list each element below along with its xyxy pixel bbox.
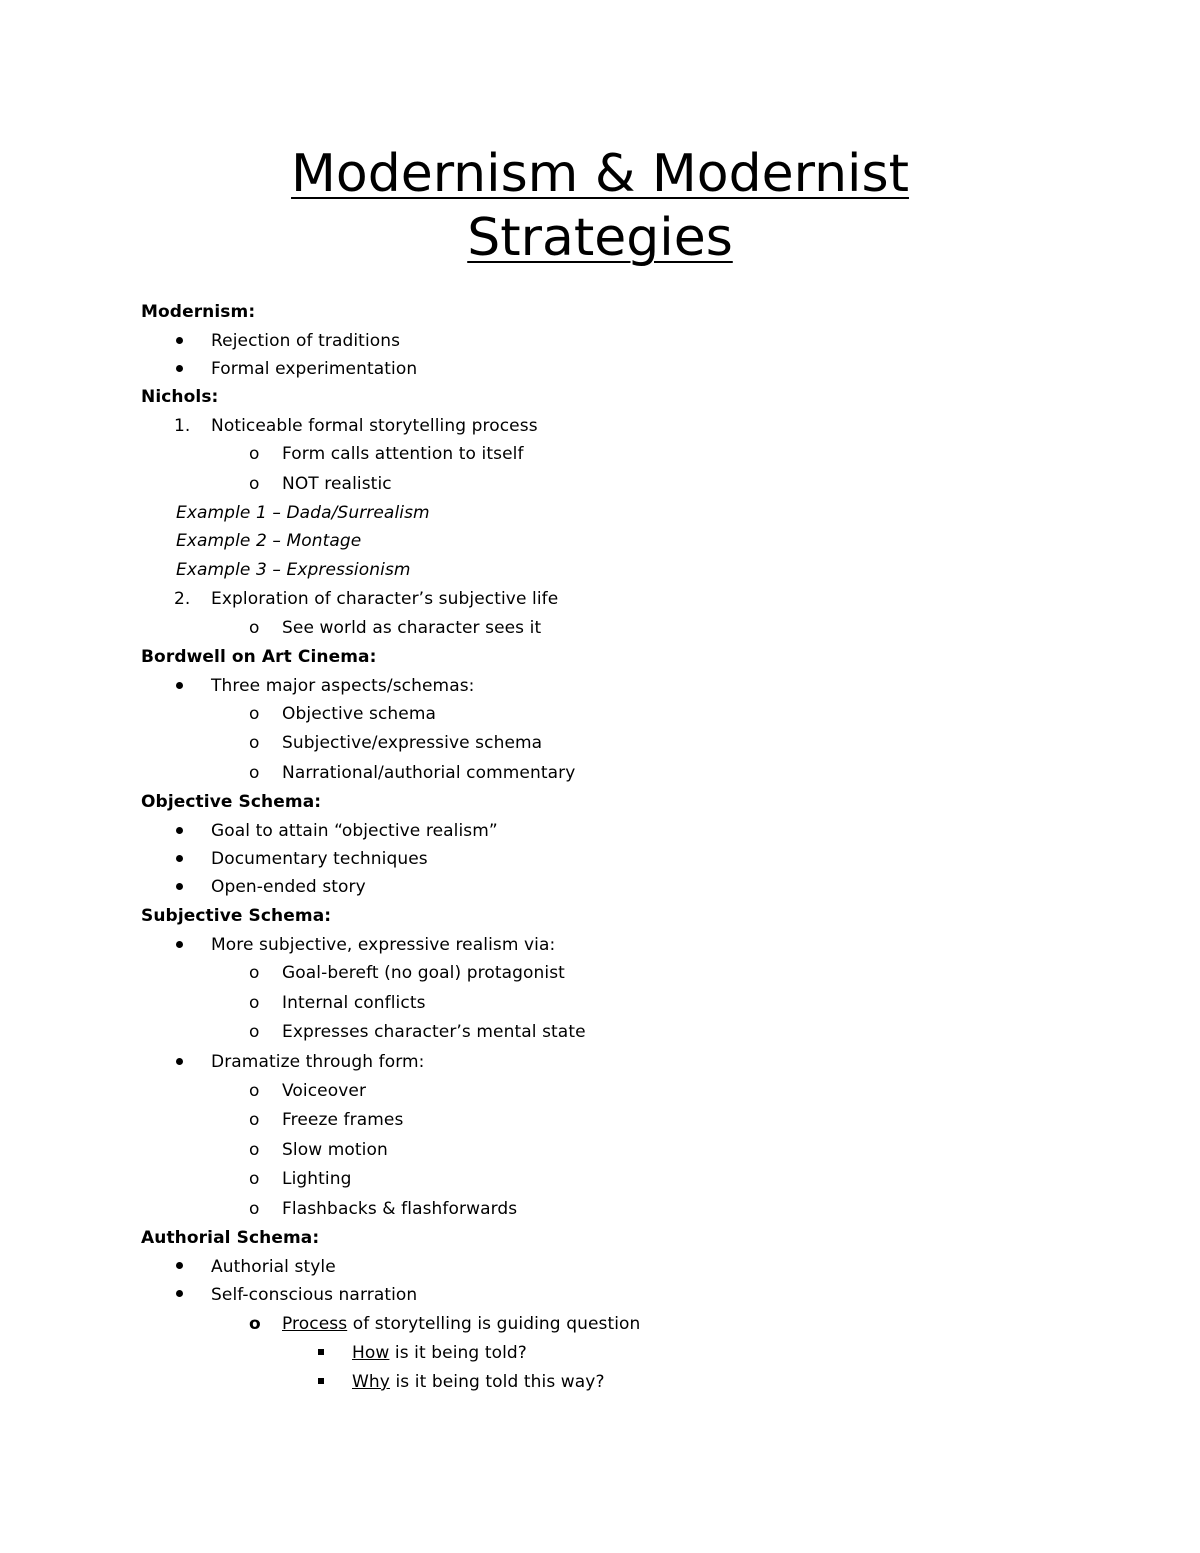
circle-bullet-icon: o — [249, 444, 260, 464]
circle-bullet-icon: o — [249, 474, 260, 494]
example-line: Example 1 – Dada/Surrealism — [176, 503, 430, 523]
bullet-icon — [176, 1058, 183, 1065]
list-subitem: Voiceover — [282, 1081, 367, 1101]
list-item: Three major aspects/schemas: — [211, 676, 475, 696]
list-item: Documentary techniques — [211, 849, 428, 869]
circle-bullet-icon: o — [249, 704, 260, 724]
list-subitem: Internal conflicts — [282, 993, 426, 1013]
bullet-icon — [176, 1262, 183, 1269]
list-subitem: Lighting — [282, 1169, 352, 1189]
bullet-icon — [176, 883, 183, 890]
circle-bullet-icon: o — [249, 733, 260, 753]
heading-objective-schema: Objective Schema: — [141, 792, 322, 812]
underlined-word: How — [352, 1343, 390, 1363]
underlined-word: Why — [352, 1372, 390, 1392]
circle-bullet-icon: o — [249, 618, 260, 638]
heading-subjective-schema: Subjective Schema: — [141, 906, 332, 926]
underlined-word: Process — [282, 1314, 348, 1334]
bullet-icon — [176, 1290, 183, 1297]
list-subitem: See world as character sees it — [282, 618, 542, 638]
bullet-icon — [176, 855, 183, 862]
bullet-icon — [176, 365, 183, 372]
list-item: Authorial style — [211, 1257, 336, 1277]
list-subitem: Expresses character’s mental state — [282, 1022, 586, 1042]
bullet-icon — [176, 941, 183, 948]
square-bullet-icon — [318, 1349, 324, 1355]
circle-bullet-icon: o — [249, 763, 260, 783]
list-subitem: Form calls attention to itself — [282, 444, 524, 464]
list-item: Formal experimentation — [211, 359, 418, 379]
list-item: More subjective, expressive realism via: — [211, 935, 556, 955]
list-subitem: Subjective/expressive schema — [282, 733, 543, 753]
list-item: Rejection of traditions — [211, 331, 401, 351]
list-subsubitem — [352, 1341, 527, 1365]
subsubitem-text: is it being told this way? — [389, 1372, 605, 1392]
circle-bullet-icon: o — [249, 1199, 260, 1219]
circle-bullet-icon: o — [249, 993, 260, 1013]
list-item: Noticeable formal storytelling process — [211, 416, 538, 436]
list-item: Exploration of character’s subjective life — [211, 589, 559, 609]
circle-bullet-icon: o — [249, 1169, 260, 1189]
document-title-line-1: Modernism & Modernist — [291, 144, 909, 204]
heading-modernism: Modernism: — [141, 302, 256, 322]
list-subitem: Slow motion — [282, 1140, 388, 1160]
heading-bordwell: Bordwell on Art Cinema: — [141, 647, 377, 667]
example-line: Example 2 – Montage — [176, 531, 362, 551]
circle-bullet-icon: o — [249, 963, 260, 983]
square-bullet-icon — [318, 1378, 324, 1384]
circle-bullet-icon: o — [249, 1081, 260, 1101]
list-subitem: Freeze frames — [282, 1110, 404, 1130]
bullet-icon — [176, 827, 183, 834]
list-subsubitem — [352, 1370, 605, 1394]
document-title-line-2: Strategies — [467, 208, 733, 268]
bullet-icon — [176, 682, 183, 689]
list-number: 2. — [174, 589, 191, 609]
list-item: Goal to attain “objective realism” — [211, 821, 498, 841]
list-item: Open-ended story — [211, 877, 366, 897]
subitem-text: of storytelling is guiding question — [347, 1314, 641, 1334]
circle-bullet-icon: o — [249, 1022, 260, 1042]
list-subitem: Flashbacks & flashforwards — [282, 1199, 518, 1219]
list-subitem: Narrational/authorial commentary — [282, 763, 576, 783]
list-item: Self-conscious narration — [211, 1285, 418, 1305]
list-subitem: Goal-bereft (no goal) protagonist — [282, 963, 565, 983]
list-subitem: NOT realistic — [282, 474, 392, 494]
list-item: Dramatize through form: — [211, 1052, 425, 1072]
bullet-icon — [176, 337, 183, 344]
heading-nichols: Nichols: — [141, 387, 219, 407]
heading-authorial-schema: Authorial Schema: — [141, 1228, 320, 1248]
circle-bullet-icon: o — [249, 1140, 260, 1160]
circle-bullet-icon: o — [249, 1314, 261, 1334]
circle-bullet-icon: o — [249, 1110, 260, 1130]
list-subitem: Objective schema — [282, 704, 437, 724]
list-number: 1. — [174, 416, 191, 436]
subsubitem-text: is it being told? — [389, 1343, 527, 1363]
example-line: Example 3 – Expressionism — [176, 560, 411, 580]
list-subitem — [282, 1312, 640, 1336]
